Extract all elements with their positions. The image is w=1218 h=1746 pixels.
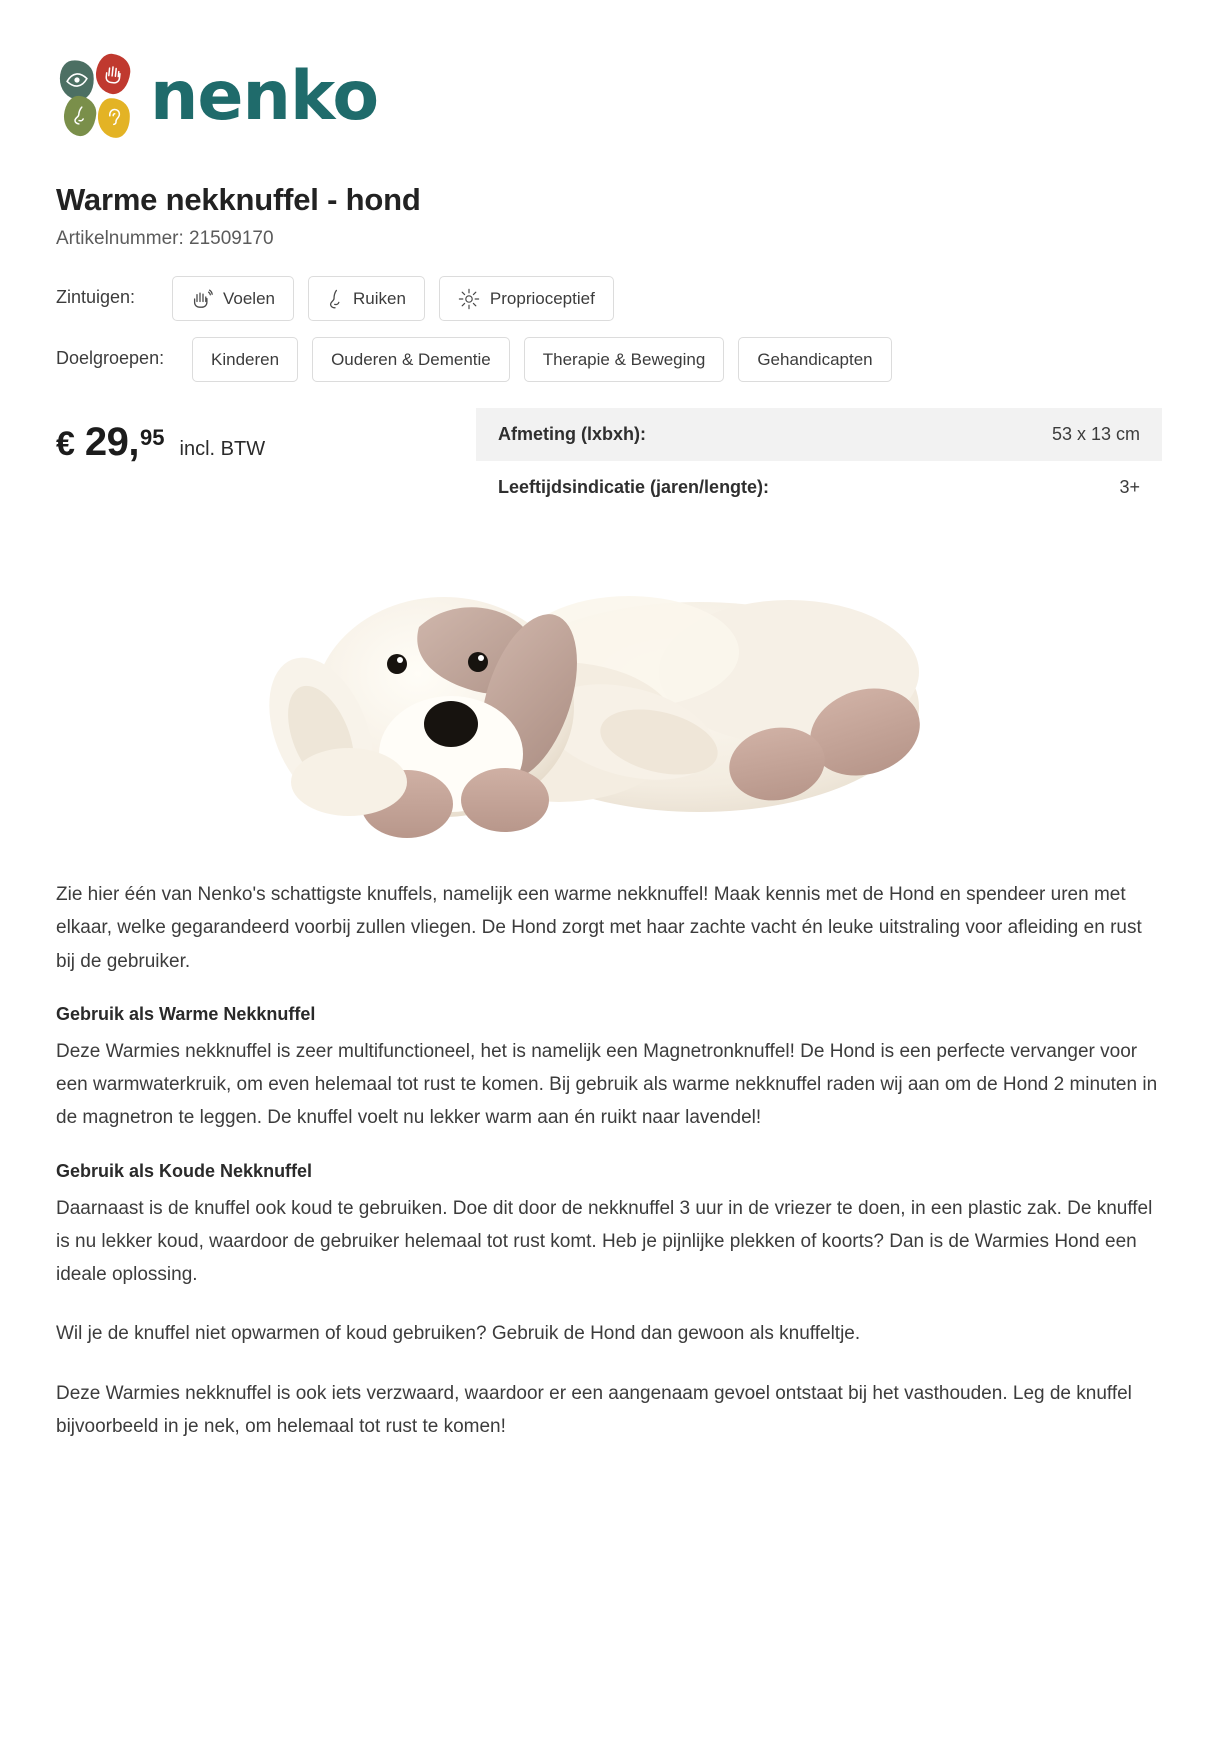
table-row [476,461,1162,514]
price-amount: 29, [84,420,140,464]
spec-key: Afmeting (lxbxh): [498,424,646,444]
sense-chip-ruiken[interactable] [308,276,425,321]
target-group-chip-label: Gehandicapten [757,349,873,369]
price-block [56,408,476,465]
spec-value: 53 x 13 cm [1051,424,1140,444]
description-warm-use: Deze Warmies nekknuffel is zeer multifunctioneel, het is namelijk een Magnetronknuffel! De Hond is een perfecte vervanger voor een warmwaterkruik, om even helemaal tot rust te komen. Bij gebruik als warme nekknuffel raden wij aan om de Hond 2 minuten in de magnetron te leggen. De knuffel voelt nu lekker warm aan én ruikt naar lavendel! [56,1040,1158,1129]
brand-wordmark: nenko [150,57,379,136]
target-group-chip-ouderen-dementie[interactable] [312,337,510,382]
table-row [476,408,1162,461]
target-groups-label: Doelgroepen: [56,348,165,368]
sense-chip-label: Ruiken [353,288,406,308]
product-description [56,878,1162,1443]
target-group-chip-kinderen[interactable] [192,337,298,382]
spec-key: Leeftijdsindicatie (jaren/lengte): [498,477,770,497]
sense-chip-label: Proprioceptief [489,288,595,308]
hand-touch-icon [191,289,213,309]
senses-label: Zintuigen: [56,287,136,307]
target-groups-chips [192,337,906,382]
price-and-specs [56,408,1162,514]
price-cents: 95 [140,425,165,450]
product-image [56,532,1162,862]
target-group-chip-therapie-beweging[interactable] [524,337,725,382]
senses-row [56,276,1162,321]
target-group-chip-label: Kinderen [211,349,280,369]
nose-icon [62,95,97,138]
senses-chips [172,276,628,321]
heading-cold-use: Gebruik als Koude Nekknuffel [56,1160,313,1181]
description-cold-use: Daarnaast is de knuffel ook koud te gebruiken. Doe dit door de nekknuffel 3 uur in de vriezer te doen, in een plastic zak. De knuffel is nu lekker koud, waardoor de gebruiker helemaal tot rust komt. Heb je pijnlijke plekken of koorts? Dan is de Warmies Hond een ideale oplossing. [56,1197,1153,1285]
plush-dog-illustration [229,532,989,862]
proprioception-icon [458,288,480,310]
target-group-chip-label: Therapie & Beweging [542,349,706,369]
sense-chip-proprioceptief[interactable] [439,276,614,321]
ear-icon [96,97,131,140]
article-number: Artikelnummer: 21509170 [56,228,274,249]
nose-icon [327,288,343,310]
specifications-table [476,408,1162,514]
description-intro: Zie hier één van Nenko's schattigste knuffels, namelijk een warme nekknuffel! Maak kennis met de Hond en spendeer uren met elkaar, welke gegarandeerd voorbij zullen vliegen. De Hond zorgt met haar zachte vacht én leuke uitstraling voor afleiding en rust bij de gebruiker. [56,884,1142,972]
description-weighted: Deze Warmies nekknuffel is ook iets verzwaard, waardoor er een aangenaam gevoel ontstaat bij het vasthouden. Leg de knuffel bijvoorbeeld in je nek, om helemaal tot rust te komen! [56,1382,1132,1437]
spec-value: 3+ [1119,477,1140,497]
target-groups-row [56,337,1162,382]
heading-warm-use: Gebruik als Warme Nekknuffel [56,1003,316,1024]
target-group-chip-gehandicapten[interactable] [738,337,891,382]
description-plain-use: Wil je de knuffel niet opwarmen of koud gebruiken? Gebruik de Hond dan gewoon als knuffeltje. [56,1323,861,1345]
sense-chip-label: Voelen [223,288,275,308]
sense-chip-voelen[interactable] [172,276,294,321]
logo-mark [56,54,142,140]
hand-icon [94,52,132,95]
price-currency: € [56,425,75,463]
brand-logo[interactable] [56,42,1162,152]
page-title: Warme nekknuffel - hond [56,182,421,217]
target-group-chip-label: Ouderen & Dementie [331,349,491,369]
price-vat-note: incl. BTW [179,438,266,460]
